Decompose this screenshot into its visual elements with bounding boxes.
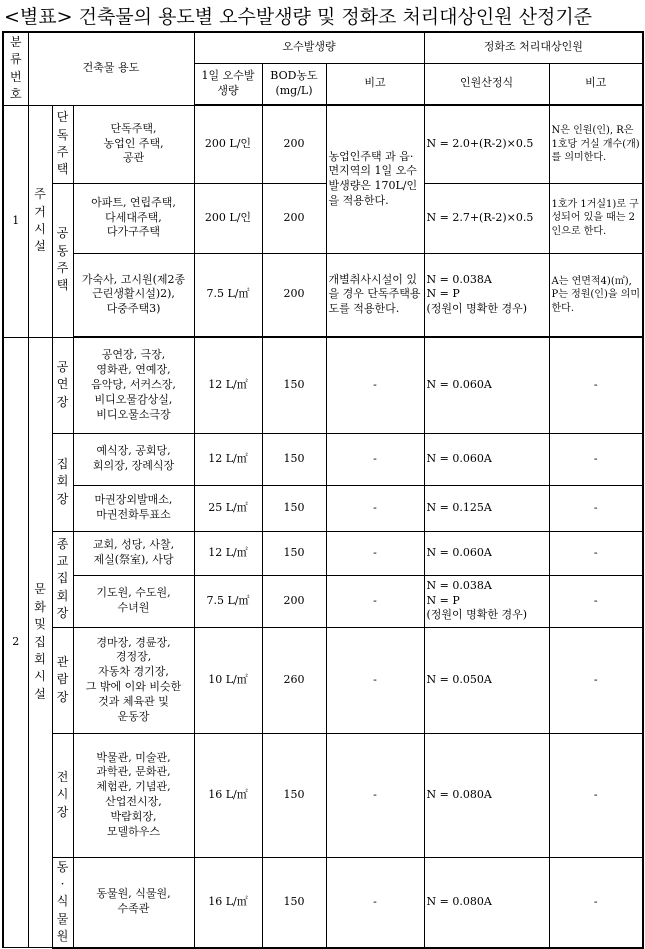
row-5-remarks: - [326,433,424,485]
row-7-remarks: - [326,531,424,575]
row-1-remarks2: N은 인원(인), R은 1호당 거실 개수(개)를 의미한다. [549,105,643,183]
subgroup-zoo: 동·식물원 [52,857,73,947]
row-8-remarks2: - [549,575,643,627]
row-11-use: 동물원, 식물원, 수족관 [73,857,194,947]
row-5-formula: N = 0.060A [424,433,549,485]
row-6-bod: 150 [262,485,326,531]
row-2-daily: 200 L/인 [194,183,262,253]
sewage-standard-table [2,31,644,949]
row-6-remarks: - [326,485,424,531]
header-daily-sewage: 1일 오수발생량 [194,63,262,105]
group-1-no: 1 [3,105,28,337]
row-5-daily: 12 L/㎡ [194,433,262,485]
row-5-remarks2: - [549,433,643,485]
row-7-bod: 150 [262,531,326,575]
header-remarks: 비고 [326,63,424,105]
row-6-formula: N = 0.125A [424,485,549,531]
header-remarks2: 비고 [549,63,643,105]
row-9-bod: 260 [262,627,326,733]
row-7-use: 교회, 성당, 사찰, 제실(祭室), 사당 [73,531,194,575]
row-9-formula: N = 0.050A [424,627,549,733]
row-2-bod: 200 [262,183,326,253]
dormitory-remarks: 개별취사시설이 있을 경우 단독주택용도를 적용한다. [326,253,424,337]
header-septic-target: 정화조 처리대상인원 [424,32,643,63]
row-3-daily: 7.5 L/㎡ [194,253,262,337]
row-7-formula: N = 0.060A [424,531,549,575]
row-10-remarks: - [326,733,424,857]
row-7-remarks2: - [549,531,643,575]
row-1-daily: 200 L/인 [194,105,262,183]
row-3-use: 가숙사, 고시원(제2종 근린생활시설)2), 다중주택3) [73,253,194,337]
row-11-daily: 16 L/㎡ [194,857,262,947]
subgroup-exhibition: 전시장 [52,733,73,857]
page-title: <별표> 건축물의 용도별 오수발생량 및 정화조 처리대상인원 산정기준 [4,6,593,28]
row-1-use: 단독주택, 농업인 주택, 공관 [73,105,194,183]
header-bod: BOD농도(mg/L) [262,63,326,105]
row-10-remarks2: - [549,733,643,857]
row-8-use: 기도원, 수도원, 수녀원 [73,575,194,627]
row-11-bod: 150 [262,857,326,947]
row-10-use: 박물관, 미술관, 과학관, 문화관, 체험관, 기념관, 산업전시장, 박람회장, 모델하우스 [73,733,194,857]
header-person-formula: 인원산정식 [424,63,549,105]
row-11-remarks2: - [549,857,643,947]
row-7-daily: 12 L/㎡ [194,531,262,575]
row-2-use: 아파트, 연립주택, 다세대주택, 다가구주택 [73,183,194,253]
row-1-bod: 200 [262,105,326,183]
row-9-use: 경마장, 경륜장, 경정장, 자동차 경기장, 그 밖에 이와 비슷한 것과 체육관 및 운동장 [73,627,194,733]
row-6-use: 마권장외발매소, 마권전화투표소 [73,485,194,531]
group-2-no: 2 [3,337,28,947]
row-6-remarks2: - [549,485,643,531]
residential-remarks: 농업인주택 과 읍·면지역의 1일 오수발생량은 170L/인을 적용한다. [326,105,424,253]
row-10-daily: 16 L/㎡ [194,733,262,857]
row-4-bod: 150 [262,337,326,433]
row-8-bod: 200 [262,575,326,627]
row-3-formula: N = 0.038A N = P (정원이 명확한 경우) [424,253,549,337]
row-8-remarks: - [326,575,424,627]
row-6-daily: 25 L/㎡ [194,485,262,531]
row-5-bod: 150 [262,433,326,485]
row-8-formula: N = 0.038A N = P (정원이 명확한 경우) [424,575,549,627]
row-4-use: 공연장, 극장, 영화관, 연예장, 음악당, 서커스장, 비디오물감상실, 비디오물소극장 [73,337,194,433]
subgroup-detached: 단독주택 [52,105,73,183]
row-10-bod: 150 [262,733,326,857]
header-building-use: 건축물 용도 [28,32,194,105]
row-3-remarks2: A는 연면적4)(㎡), P는 정원(인)을 의미한다. [549,253,643,337]
subgroup-religious: 종교집회장 [52,531,73,627]
row-9-remarks2: - [549,627,643,733]
subgroup-spectator: 관람장 [52,627,73,733]
row-3-bod: 200 [262,253,326,337]
row-4-formula: N = 0.060A [424,337,549,433]
group-1-name: 주거시설 [28,105,52,337]
row-9-daily: 10 L/㎡ [194,627,262,733]
row-11-remarks: - [326,857,424,947]
subgroup-multi: 공동주택 [52,183,73,337]
row-4-remarks2: - [549,337,643,433]
group-2-name: 문화및집회시설 [28,337,52,947]
subgroup-assembly: 집회장 [52,433,73,531]
row-10-formula: N = 0.080A [424,733,549,857]
header-category-no: 분류번호 [3,32,28,105]
row-2-remarks2: 1호가 1거실1)로 구성되어 있을 때는 2인으로 한다. [549,183,643,253]
row-4-daily: 12 L/㎡ [194,337,262,433]
row-4-remarks: - [326,337,424,433]
row-8-daily: 7.5 L/㎡ [194,575,262,627]
row-2-formula: N = 2.7+(R-2)×0.5 [424,183,549,253]
row-9-remarks: - [326,627,424,733]
header-sewage-generation: 오수발생량 [194,32,424,63]
row-5-use: 예식장, 공회당, 회의장, 장례식장 [73,433,194,485]
row-1-formula: N = 2.0+(R-2)×0.5 [424,105,549,183]
subgroup-performance: 공연장 [52,337,73,433]
row-11-formula: N = 0.080A [424,857,549,947]
